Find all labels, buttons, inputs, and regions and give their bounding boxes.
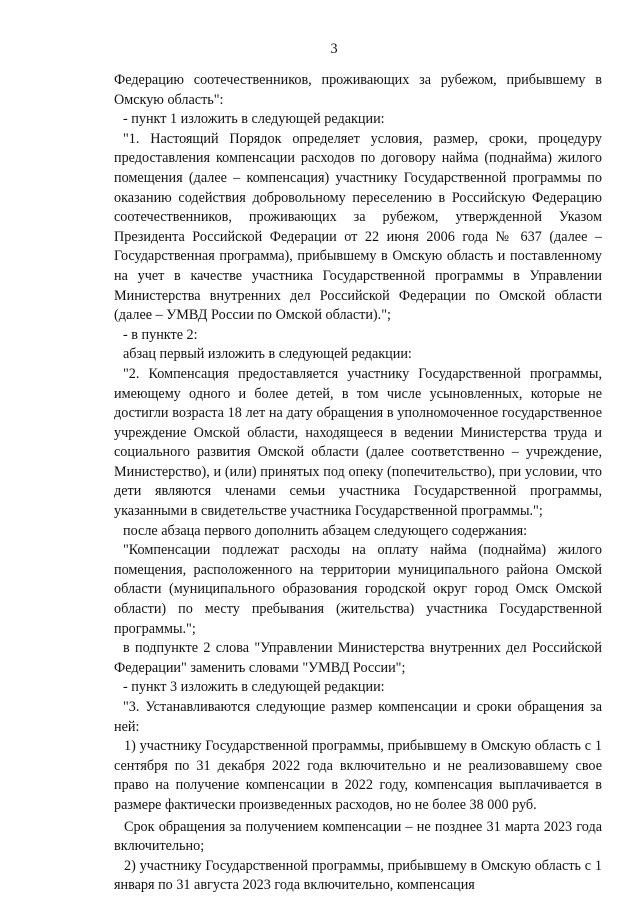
document-body: [114, 71, 602, 896]
paragraph-item-3-heading: - пункт 3 изложить в следующей редакции:: [123, 679, 385, 696]
paragraph-item-2-replacement: в подпункте 2 слова "Управлении Министерства внутренних дел Российской Федерации" заменить словами "УМВД России";: [114, 640, 602, 676]
paragraph-subitem-1: 1) участнику Государственной программы, прибывшему в Омскую область с 1 сентября по 31 декабря 2022 года включительно и не реализовавшему свое право на получение компенсации в 2022 году, компенсация выплачивается в размере фактически произведенных расходов, но не более 38 000 руб.: [114, 738, 602, 813]
page-number: 3: [330, 41, 338, 57]
paragraph-item-2-heading: - в пункте 2:: [123, 326, 198, 343]
paragraph-item-3-text: "3. Устанавливаются следующие размер компенсации и сроки обращения за ней:: [114, 699, 602, 735]
paragraph-subitem-2: 2) участнику Государственной программы, прибывшему в Омскую область с 1 января по 31 августа 2023 года включительно, компенсация: [114, 857, 602, 894]
paragraph-deadline: Срок обращения за получением компенсации – не позднее 31 марта 2023 года включительно;: [114, 818, 602, 855]
paragraph-item-1-text: "1. Настоящий Порядок определяет условия, размер, сроки, процедуру предоставления компенсации расходов по договору найма (поднайма) жилого помещения (далее – компенсация) участнику Государственной программы по оказанию содействия добровольному переселению в Российскую Федерацию соотечественников, проживающих за рубежом, утвержденной Указом Президента Российской Федерации от 22 июня 2006 года № 637 (далее – Государственная программа), прибывшему в Омскую область и поставленному на учет в качестве участника Государственной программы в Управлении Министерства внутренних дел Российской Федерации по Омской области (далее – УМВД России по Омской области).";: [114, 130, 602, 324]
paragraph-continuation: Федерацию соотечественников, проживающих за рубежом, прибывшему в Омскую область":: [114, 72, 602, 108]
paragraph-item-2-addition: после абзаца первого дополнить абзацем следующего содержания:: [123, 522, 528, 539]
paragraph-item-1-heading: - пункт 1 изложить в следующей редакции:: [123, 111, 385, 128]
paragraph-item-2-text: "2. Компенсация предоставляется участнику Государственной программы, имеющему одного и более детей, в том числе усыновленных, которые не достигли возраста 18 лет на дату обращения в уполномоченное государственное учреждение Омской области, находящееся в ведении Министерства труда и социального развития Омской области (далее соответственно – учреждение, Министерство), и (или) принятых под опеку (попечительство), при условии, что дети являются членами семьи участника Государственной программы, указанными в свидетельстве участника Государственной программы.";: [114, 365, 602, 520]
paragraph-item-2-added-text: "Компенсации подлежат расходы на оплату найма (поднайма) жилого помещения, расположенного на территории муниципального района Омской области (муниципального образования городской округ город Омск Омской области) по месту пребывания (жительства) участника Государственной программы.";: [114, 542, 602, 637]
paragraph-item-2-instruction: абзац первый изложить в следующей редакции:: [123, 346, 412, 363]
